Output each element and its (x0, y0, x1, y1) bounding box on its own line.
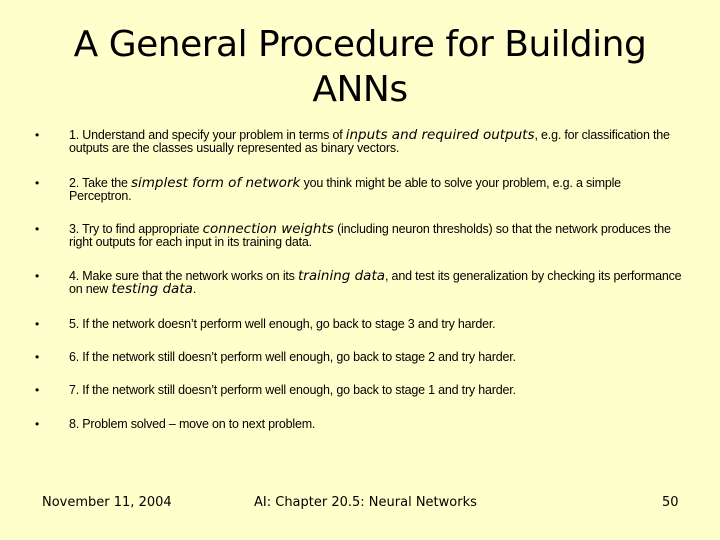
bullet-dot: • (35, 417, 40, 431)
bullet-text (69, 129, 684, 155)
bullet-text (69, 270, 684, 296)
bullet-text (69, 177, 684, 203)
bullet-text-part: you think might be able to solve your problem, e.g. a simple Perceptron. (69, 176, 621, 203)
bullet-text: 7. If the network still doesn’t perform well enough, go back to stage 1 and try harder. (69, 383, 516, 397)
bullet-text-part: 4. Make sure that the network works on its (69, 269, 299, 283)
emphasized-text: testing data (111, 281, 193, 297)
bullet-text: 5. If the network doesn’t perform well enough, go back to stage 3 and try harder. (69, 317, 496, 331)
bullet-text: 6. If the network still doesn’t perform well enough, go back to stage 2 and try harder. (69, 350, 516, 364)
title-line-1: A General Procedure for Building (73, 24, 647, 65)
emphasized-text: training data (298, 268, 386, 284)
bullet-dot: • (35, 269, 40, 283)
bullet-dot: • (35, 222, 40, 236)
bullet-dot: • (35, 350, 40, 364)
bullet-dot: • (35, 317, 40, 331)
emphasized-text: connection weights (202, 221, 334, 237)
bullet-text-part: , and test its generalization by checking its performance on new (69, 269, 682, 296)
emphasized-text: inputs and required outputs (345, 127, 535, 143)
bullet-text-part: 2. Take the (69, 176, 131, 190)
bullet-dot: • (35, 383, 40, 397)
bullet-text: 8. Problem solved – move on to next problem. (69, 417, 316, 431)
title-line-2: ANNs (312, 69, 408, 110)
bullet-text-part: . (192, 282, 197, 296)
bullet-text-part: 1. Understand and specify your problem in terms of (69, 128, 346, 142)
footer-title: AI: Chapter 20.5: Neural Networks (254, 495, 477, 510)
bullet-text-part: 3. Try to find appropriate (69, 222, 203, 236)
bullet-text (69, 223, 684, 249)
bullet-dot: • (35, 176, 40, 190)
emphasized-text: simplest form of network (131, 175, 301, 191)
footer-date: November 11, 2004 (42, 495, 172, 510)
bullet-dot: • (35, 128, 40, 142)
bullet-text-part: (including neuron thresholds) so that the network produces the right outputs for each input in its training data. (69, 222, 671, 249)
page-number: 50 (662, 495, 679, 510)
bullet-text-part: , e.g. for classification the outputs are the classes usually represented as binary vectors. (69, 128, 670, 155)
